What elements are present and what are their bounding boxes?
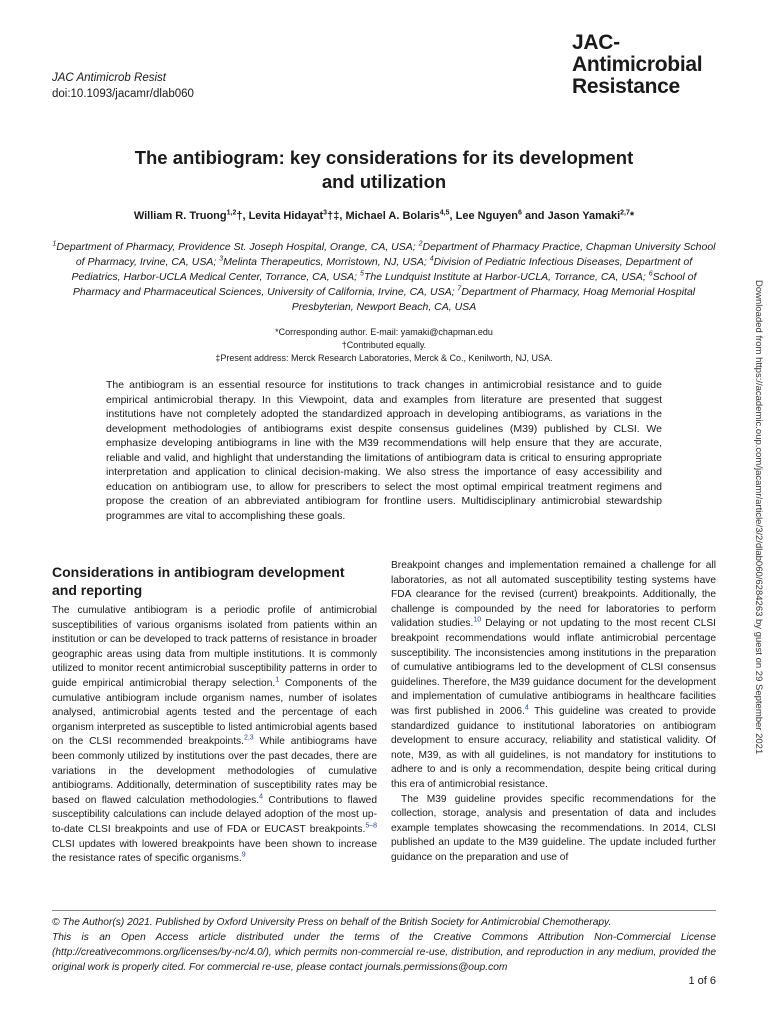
doi-link[interactable]: doi:10.1093/jacamr/dlab060 xyxy=(52,88,194,100)
abstract: The antibiogram is an essential resource for institutions to track changes in antimicrobial resistance and to guide empirical antimicrobial therapy. In this Viewpoint, data and examples from literature are presented that suggest institutions have not completely adopted the standardized approach in developing antibiograms, as variations in the development methodologies of antibiograms exist despite consensus guidelines (M39) published by CLSI. We emphasize developing antibiograms in line with the M39 recommendations will help ensure that they are accurate, reliable and valid, and highlight that understanding the limitations of antibiogram data is critical to ensuring appropriate interpretation and application to clinical decision-making. We also stress the importance of easy accessibility and education on antibiogram use, to allow for prescribers to select the most optimal empirical treatment regimens and propose the creation of an abbreviated antibiogram for frontline users. Multidisciplinary antimicrobial stewardship programmes are vital to accomplishing these goals. xyxy=(106,379,662,522)
journal-logo xyxy=(572,32,702,98)
journal-logo-line: Antimicrobial xyxy=(572,53,703,76)
affiliation-number: 6 xyxy=(648,270,653,278)
affiliation-text: Department of Pharmacy, Hoag Memorial Hospital Presbyterian, Newport Beach, CA, USA xyxy=(291,286,696,313)
citation-link[interactable]: 10 xyxy=(473,616,482,624)
affiliation-number: 7 xyxy=(457,285,462,293)
citation-link[interactable]: 9 xyxy=(241,851,246,859)
body-text: Contributions to flawed susceptibility calculations can include delayed adoption of the most up-to-date CLSI breakpoints and use of FDA or EUCAST breakpoints. xyxy=(52,794,377,835)
author-name: William R. Truong xyxy=(133,210,227,222)
affiliation-text: Department of Pharmacy Practice, Chapman University School of Pharmacy, Irvine, CA, USA; xyxy=(75,241,716,268)
author-name: Lee Nguyen xyxy=(455,210,518,222)
affiliation-text: The Lundquist Institute at Harbor-UCLA, Torrance, CA, USA; xyxy=(363,271,649,283)
author-affiliation-mark: 2,7 xyxy=(620,209,630,217)
author-affiliation-mark: 3 xyxy=(323,209,328,217)
article-title xyxy=(60,146,708,194)
section-heading: Considerations in antibiogram development and reporting xyxy=(52,564,345,598)
body-column-left xyxy=(52,604,377,867)
author-name: Jason Yamaki xyxy=(547,210,621,222)
citation-link[interactable]: 4 xyxy=(524,704,529,712)
body-text: This guideline was created to provide standardized guidance to institutional laboratories on antibiogram development to ensure accuracy, reliability and statistical validity. Of note, M39, as with all guidelines, is not mandatory for institutions to adhere to and is only a recommendation, despite being critical during this era of antimicrobial resistance. xyxy=(391,705,717,790)
author-affiliation-mark: 1,2 xyxy=(226,209,237,217)
contributed-equally-note: †Contributed equally. xyxy=(341,340,427,350)
affiliations xyxy=(52,240,716,315)
citation-link[interactable]: 5–8 xyxy=(365,822,377,830)
body-paragraph xyxy=(52,604,377,867)
journal-logo-line: JAC- xyxy=(572,31,620,54)
license-notice[interactable]: This is an Open Access article distributed under the terms of the Creative Commons Attribution Non-Commercial License (http://creativecommons.org/licenses/by-nc/4.0/), which permits non-commercial re-use, distribution, and reproduction in any medium, provided the original work is properly cited. For commercial re-use, please contact journals.permissions@oup.com xyxy=(52,932,716,973)
body-paragraph xyxy=(391,559,716,793)
body-text: CLSI updates with lowered breakpoints have been shown to increase the resistance rates of specific organisms. xyxy=(52,838,377,865)
title-line: The antibiogram: key considerations for its development xyxy=(134,147,634,168)
author-affiliation-mark: 4,5 xyxy=(439,209,450,217)
author-separator: * xyxy=(629,210,635,222)
footer-divider xyxy=(52,910,716,911)
title-line: and utilization xyxy=(321,171,447,192)
journal-logo-line: Resistance xyxy=(572,75,680,98)
affiliation-text: Melinta Therapeutics, Morristown, NJ, USA; xyxy=(223,256,430,268)
affiliation-number: 3 xyxy=(219,255,224,263)
download-watermark: Downloaded from https://academic.oup.com/jacamr/article/3/2/dlab060/6284263 by guest on 29 September 2021 xyxy=(753,280,764,755)
citation-link[interactable]: 4 xyxy=(259,793,264,801)
page-number: 1 of 6 xyxy=(688,975,716,987)
affiliation-number: 5 xyxy=(360,270,364,278)
affiliation-number: 2 xyxy=(418,240,423,248)
body-paragraph: The M39 guideline provides specific recommendations for the collection, storage, analysis and presentation of data and includes example templates showcasing the recommendations. In 2014, CLSI published an update to the M39 guideline. The update included further guidance on the preparation and use of xyxy=(391,793,716,863)
body-text: Components of the cumulative antibiogram include organism names, number of isolates analysed, antimicrobial agents tested and the percentage of each organism interpreted as susceptible to listed antimicrobial agents based on the CLSI recommended breakpoints. xyxy=(52,677,377,748)
author-separator: , xyxy=(449,210,456,222)
body-text: The cumulative antibiogram is a periodic profile of antimicrobial susceptibilities of various organisms isolated from patients within an institution or can be developed to track patterns of resistance in broader geographic areas using data from multiple institutions. It is commonly utilized to monitor recent antimicrobial susceptibility patterns in order to guide empirical antimicrobial therapy selection. xyxy=(52,605,377,689)
author-list xyxy=(60,210,708,222)
license-footer xyxy=(52,915,716,975)
author-separator: †‡, xyxy=(327,210,346,222)
author-name: Michael A. Bolaris xyxy=(345,210,440,222)
body-text: Breakpoint changes and implementation remained a challenge for all laboratories, as not all automated susceptibility testing systems have FDA clearance for the revised (current) breakpoints. Additionally, the challenge is compounded by the need for laboratories to perform validation studies. xyxy=(391,560,716,630)
citation-link[interactable]: 2,3 xyxy=(243,734,254,742)
affiliation-number: 1 xyxy=(52,240,57,248)
author-separator: and xyxy=(521,210,548,222)
author-affiliation-mark: 6 xyxy=(518,209,522,217)
affiliation-text: School of Pharmacy and Pharmaceutical Sciences, University of California, Irvine, CA, USA; xyxy=(72,271,697,298)
affiliation-text: Department of Pharmacy, Providence St. Joseph Hospital, Orange, CA, USA; xyxy=(56,241,419,253)
citation-link[interactable]: 1 xyxy=(275,676,280,684)
present-address-note: ‡Present address: Merck Research Laboratories, Merck & Co., Kenilworth, NJ, USA. xyxy=(215,353,553,363)
body-column-right xyxy=(391,559,716,865)
author-name: Levita Hidayat xyxy=(248,210,324,222)
body-text: Delaying or not updating to the most recent CLSI breakpoint recommendations would inflate antimicrobial percentage susceptibility. The inconsistencies among institutions in the preparation of cumulative antibiograms led to the development of CLSI consensus guidelines. Therefore, the M39 guidance document for the development and implementation of cumulative antibiograms in healthcare facilities was first published in 2006. xyxy=(391,618,716,717)
affiliation-number: 4 xyxy=(429,255,434,263)
affiliation-text: Division of Pediatric Infectious Diseases, Department of Pediatrics, Harbor-UCLA Medical Center, Torrance, CA, USA; xyxy=(71,256,693,283)
body-text: While antibiograms have been commonly utilized by institutions over the past decades, there are variations in the development methodologies of cumulative antibiograms. Additionally, determination of susceptibility rates may be based on flawed calculation methodologies. xyxy=(52,736,377,806)
journal-reference xyxy=(52,70,194,102)
journal-name: JAC Antimicrob Resist xyxy=(52,72,166,84)
author-notes xyxy=(60,326,708,365)
corresponding-author-note[interactable]: *Corresponding author. E-mail: yamaki@chapman.edu xyxy=(275,327,493,337)
author-separator: †, xyxy=(236,210,249,222)
copyright-notice: © The Author(s) 2021. Published by Oxford University Press on behalf of the British Society for Antimicrobial Chemotherapy. xyxy=(52,917,612,928)
